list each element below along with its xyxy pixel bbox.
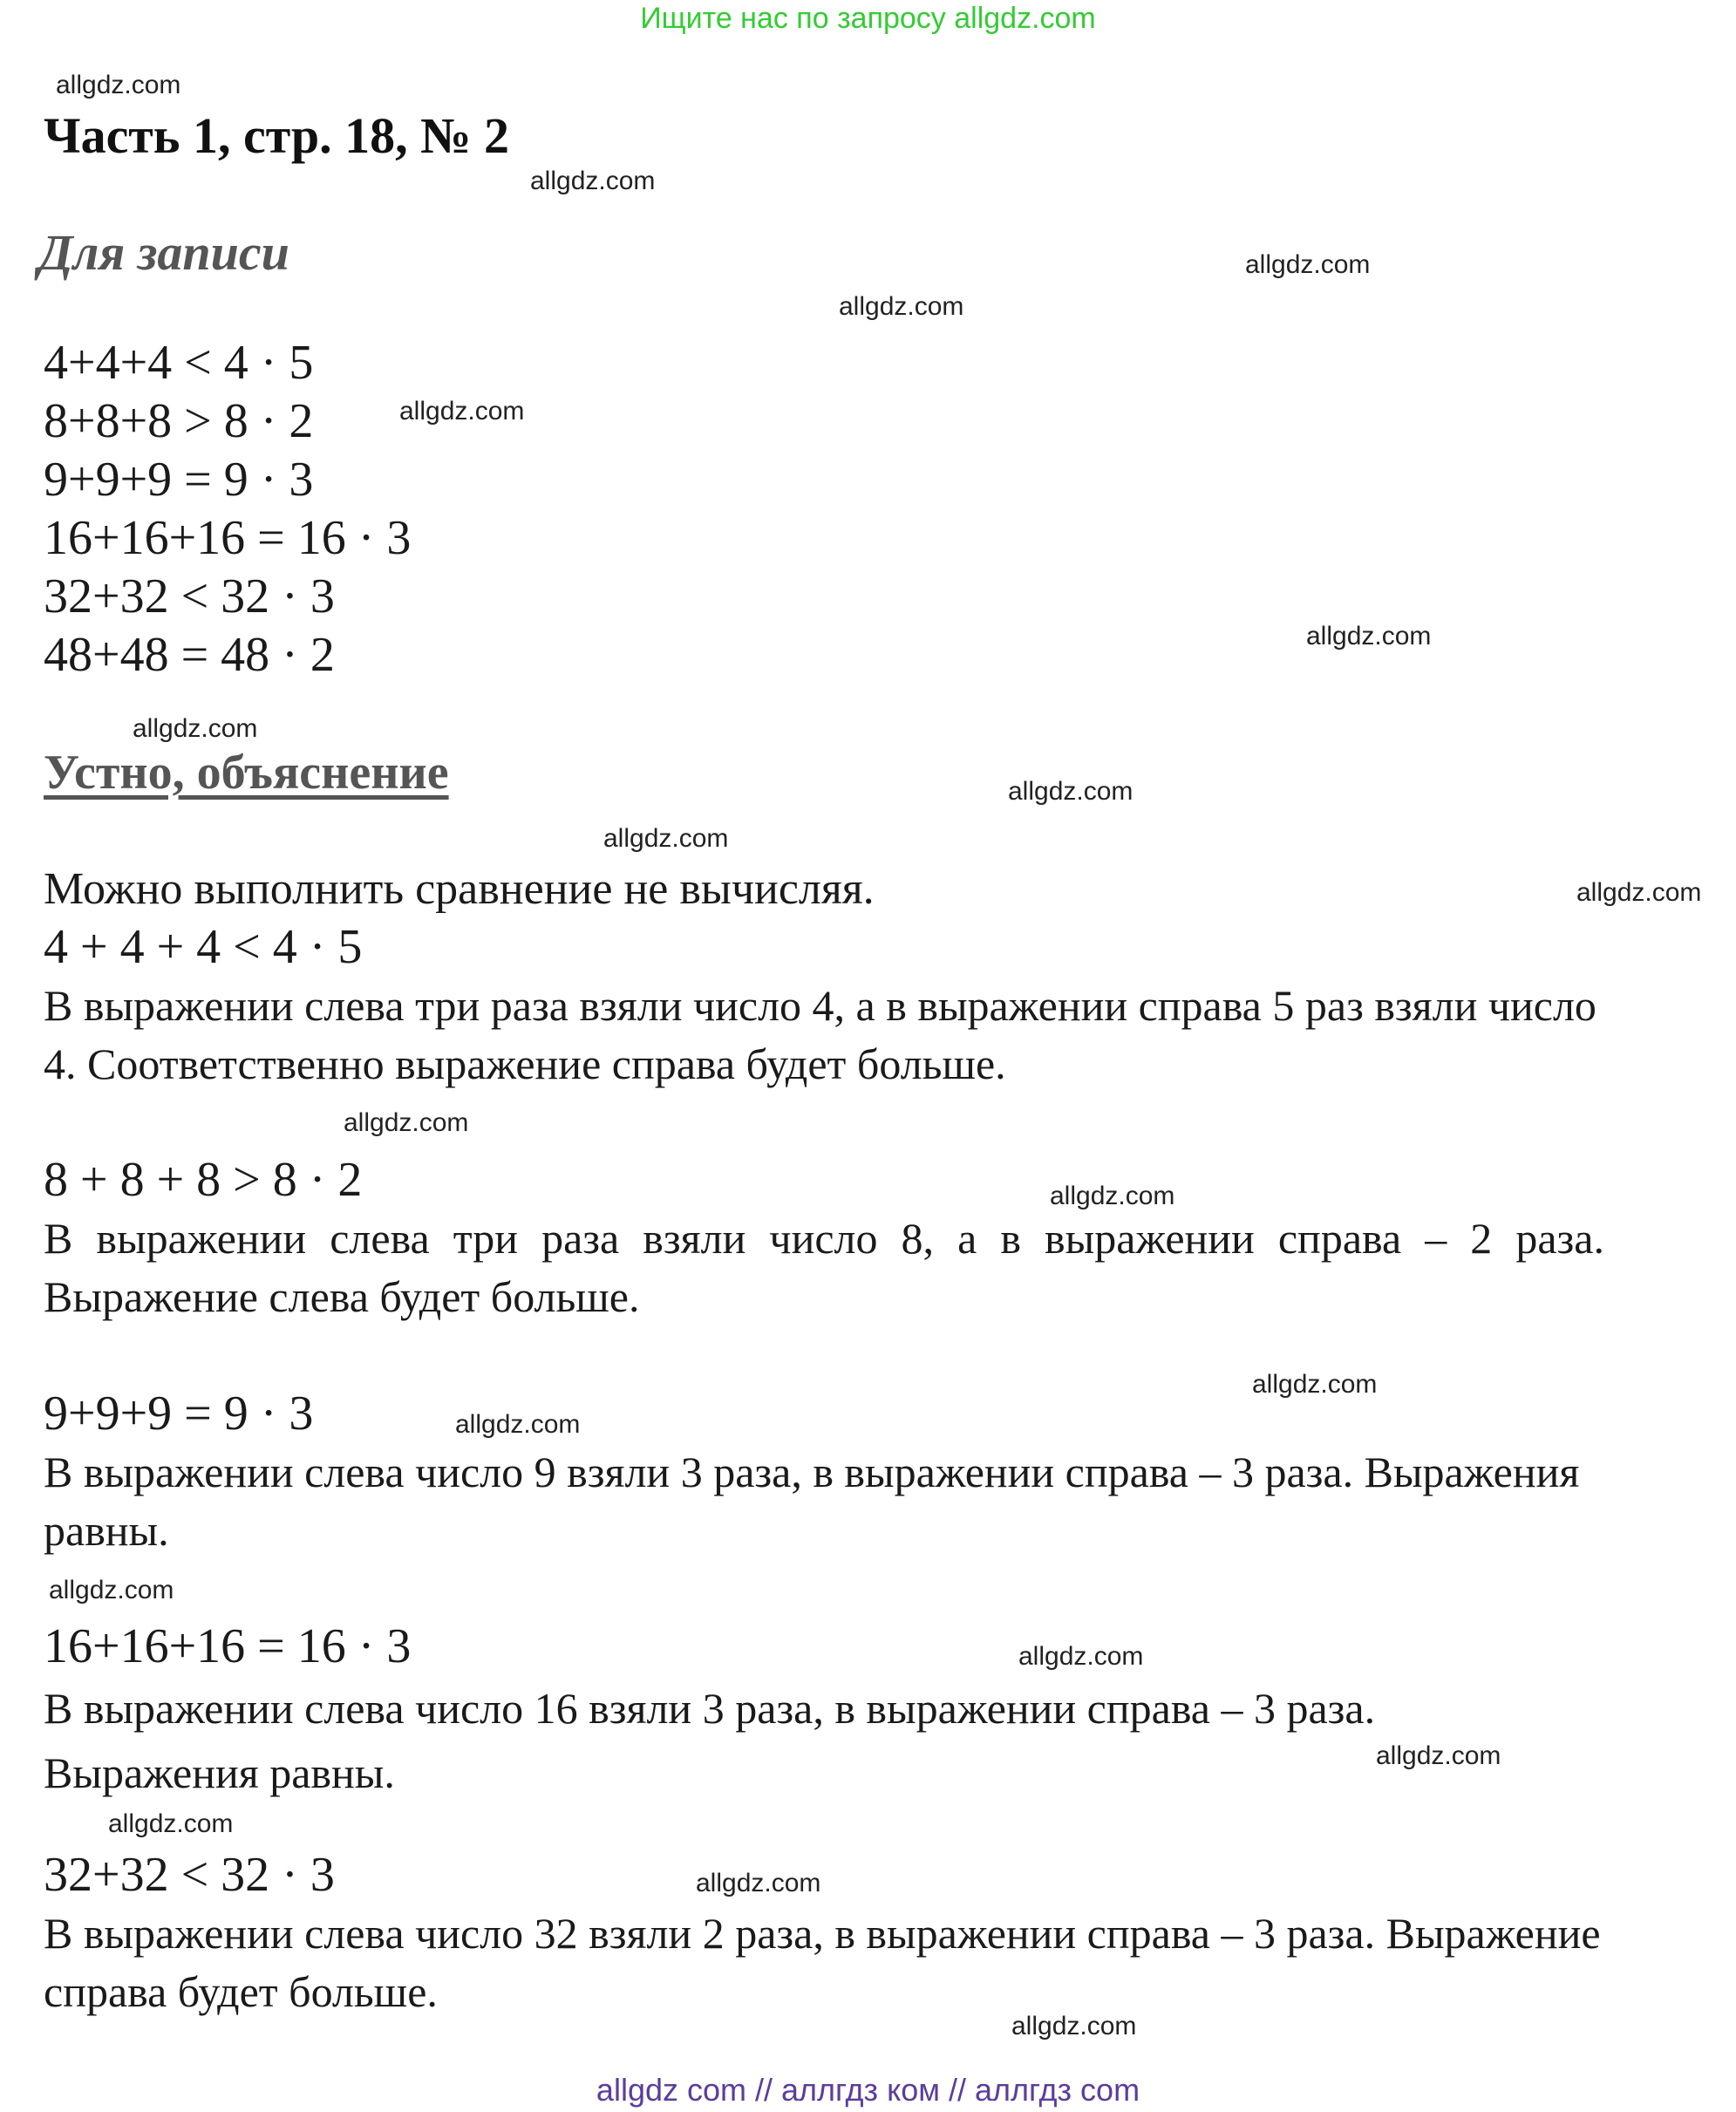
watermark: allgdz.com bbox=[108, 1809, 234, 1838]
explanation-expression: 4 + 4 + 4 < 4 · 5 bbox=[44, 920, 363, 974]
watermark: allgdz.com bbox=[1245, 250, 1371, 279]
watermark: allgdz.com bbox=[49, 1576, 174, 1604]
watermark: allgdz.com bbox=[1018, 1642, 1144, 1671]
oral-heading: Устно, объяснение bbox=[44, 746, 449, 800]
record-line: 48+48 = 48 · 2 bbox=[44, 628, 335, 682]
explanation-expression: 9+9+9 = 9 · 3 bbox=[44, 1386, 314, 1441]
footer-links: allgdz com // аллгдз ком // аллгдз com bbox=[596, 2072, 1140, 2108]
watermark: allgdz.com bbox=[133, 714, 258, 743]
watermark: allgdz.com bbox=[839, 292, 964, 321]
watermark: allgdz.com bbox=[1376, 1741, 1501, 1770]
watermark: allgdz.com bbox=[1576, 878, 1702, 907]
intro-text: Можно выполнить сравнение не вычисляя. bbox=[44, 864, 875, 914]
watermark: allgdz.com bbox=[603, 824, 729, 853]
explanation-expression: 16+16+16 = 16 · 3 bbox=[44, 1619, 412, 1673]
record-line: 32+32 < 32 · 3 bbox=[44, 569, 335, 623]
record-heading: Для записи bbox=[38, 224, 289, 281]
record-line: 8+8+8 > 8 · 2 bbox=[44, 394, 314, 448]
explanation-text: В выражении слева число 9 взяли 3 раза, в выражении справа – 3 раза. Выражения равны. bbox=[44, 1448, 1580, 1555]
watermark: allgdz.com bbox=[455, 1410, 581, 1439]
record-line: 4+4+4 < 4 · 5 bbox=[44, 336, 314, 390]
explanation-text: В выражении слева три раза взяли число 4, а в выражении справа 5 раз взяли число 4. Соответственно выражение справа будет больше. bbox=[44, 981, 1596, 1088]
watermark: allgdz.com bbox=[1306, 622, 1432, 651]
explanation-expression: 8 + 8 + 8 > 8 · 2 bbox=[44, 1153, 363, 1207]
watermark: allgdz.com bbox=[530, 167, 656, 195]
watermark: allgdz.com bbox=[56, 71, 181, 99]
record-line: 16+16+16 = 16 · 3 bbox=[44, 511, 412, 565]
watermark: allgdz.com bbox=[399, 397, 525, 426]
watermark: allgdz.com bbox=[696, 1869, 821, 1897]
watermark: allgdz.com bbox=[1011, 2012, 1137, 2040]
watermark: allgdz.com bbox=[1252, 1370, 1378, 1399]
record-line: 9+9+9 = 9 · 3 bbox=[44, 453, 314, 507]
explanation-text: В выражении слева три раза взяли число 8, а в выражении справа – 2 раза. Выражение слева будет больше. bbox=[44, 1214, 1604, 1321]
explanation-expression: 32+32 < 32 · 3 bbox=[44, 1848, 335, 1902]
watermark: allgdz.com bbox=[1050, 1182, 1175, 1210]
watermark: allgdz.com bbox=[1008, 777, 1134, 806]
search-banner: Ищите нас по запросу allgdz.com bbox=[640, 2, 1096, 35]
explanation-text: В выражении слева число 32 взяли 2 раза, в выражении справа – 3 раза. Выражение справа будет больше. bbox=[44, 1909, 1601, 2016]
explanation-text: В выражении слева число 16 взяли 3 раза, в выражении справа – 3 раза. Выражения равны. bbox=[44, 1684, 1376, 1797]
watermark: allgdz.com bbox=[344, 1108, 469, 1137]
page-title: Часть 1, стр. 18, № 2 bbox=[44, 107, 509, 164]
